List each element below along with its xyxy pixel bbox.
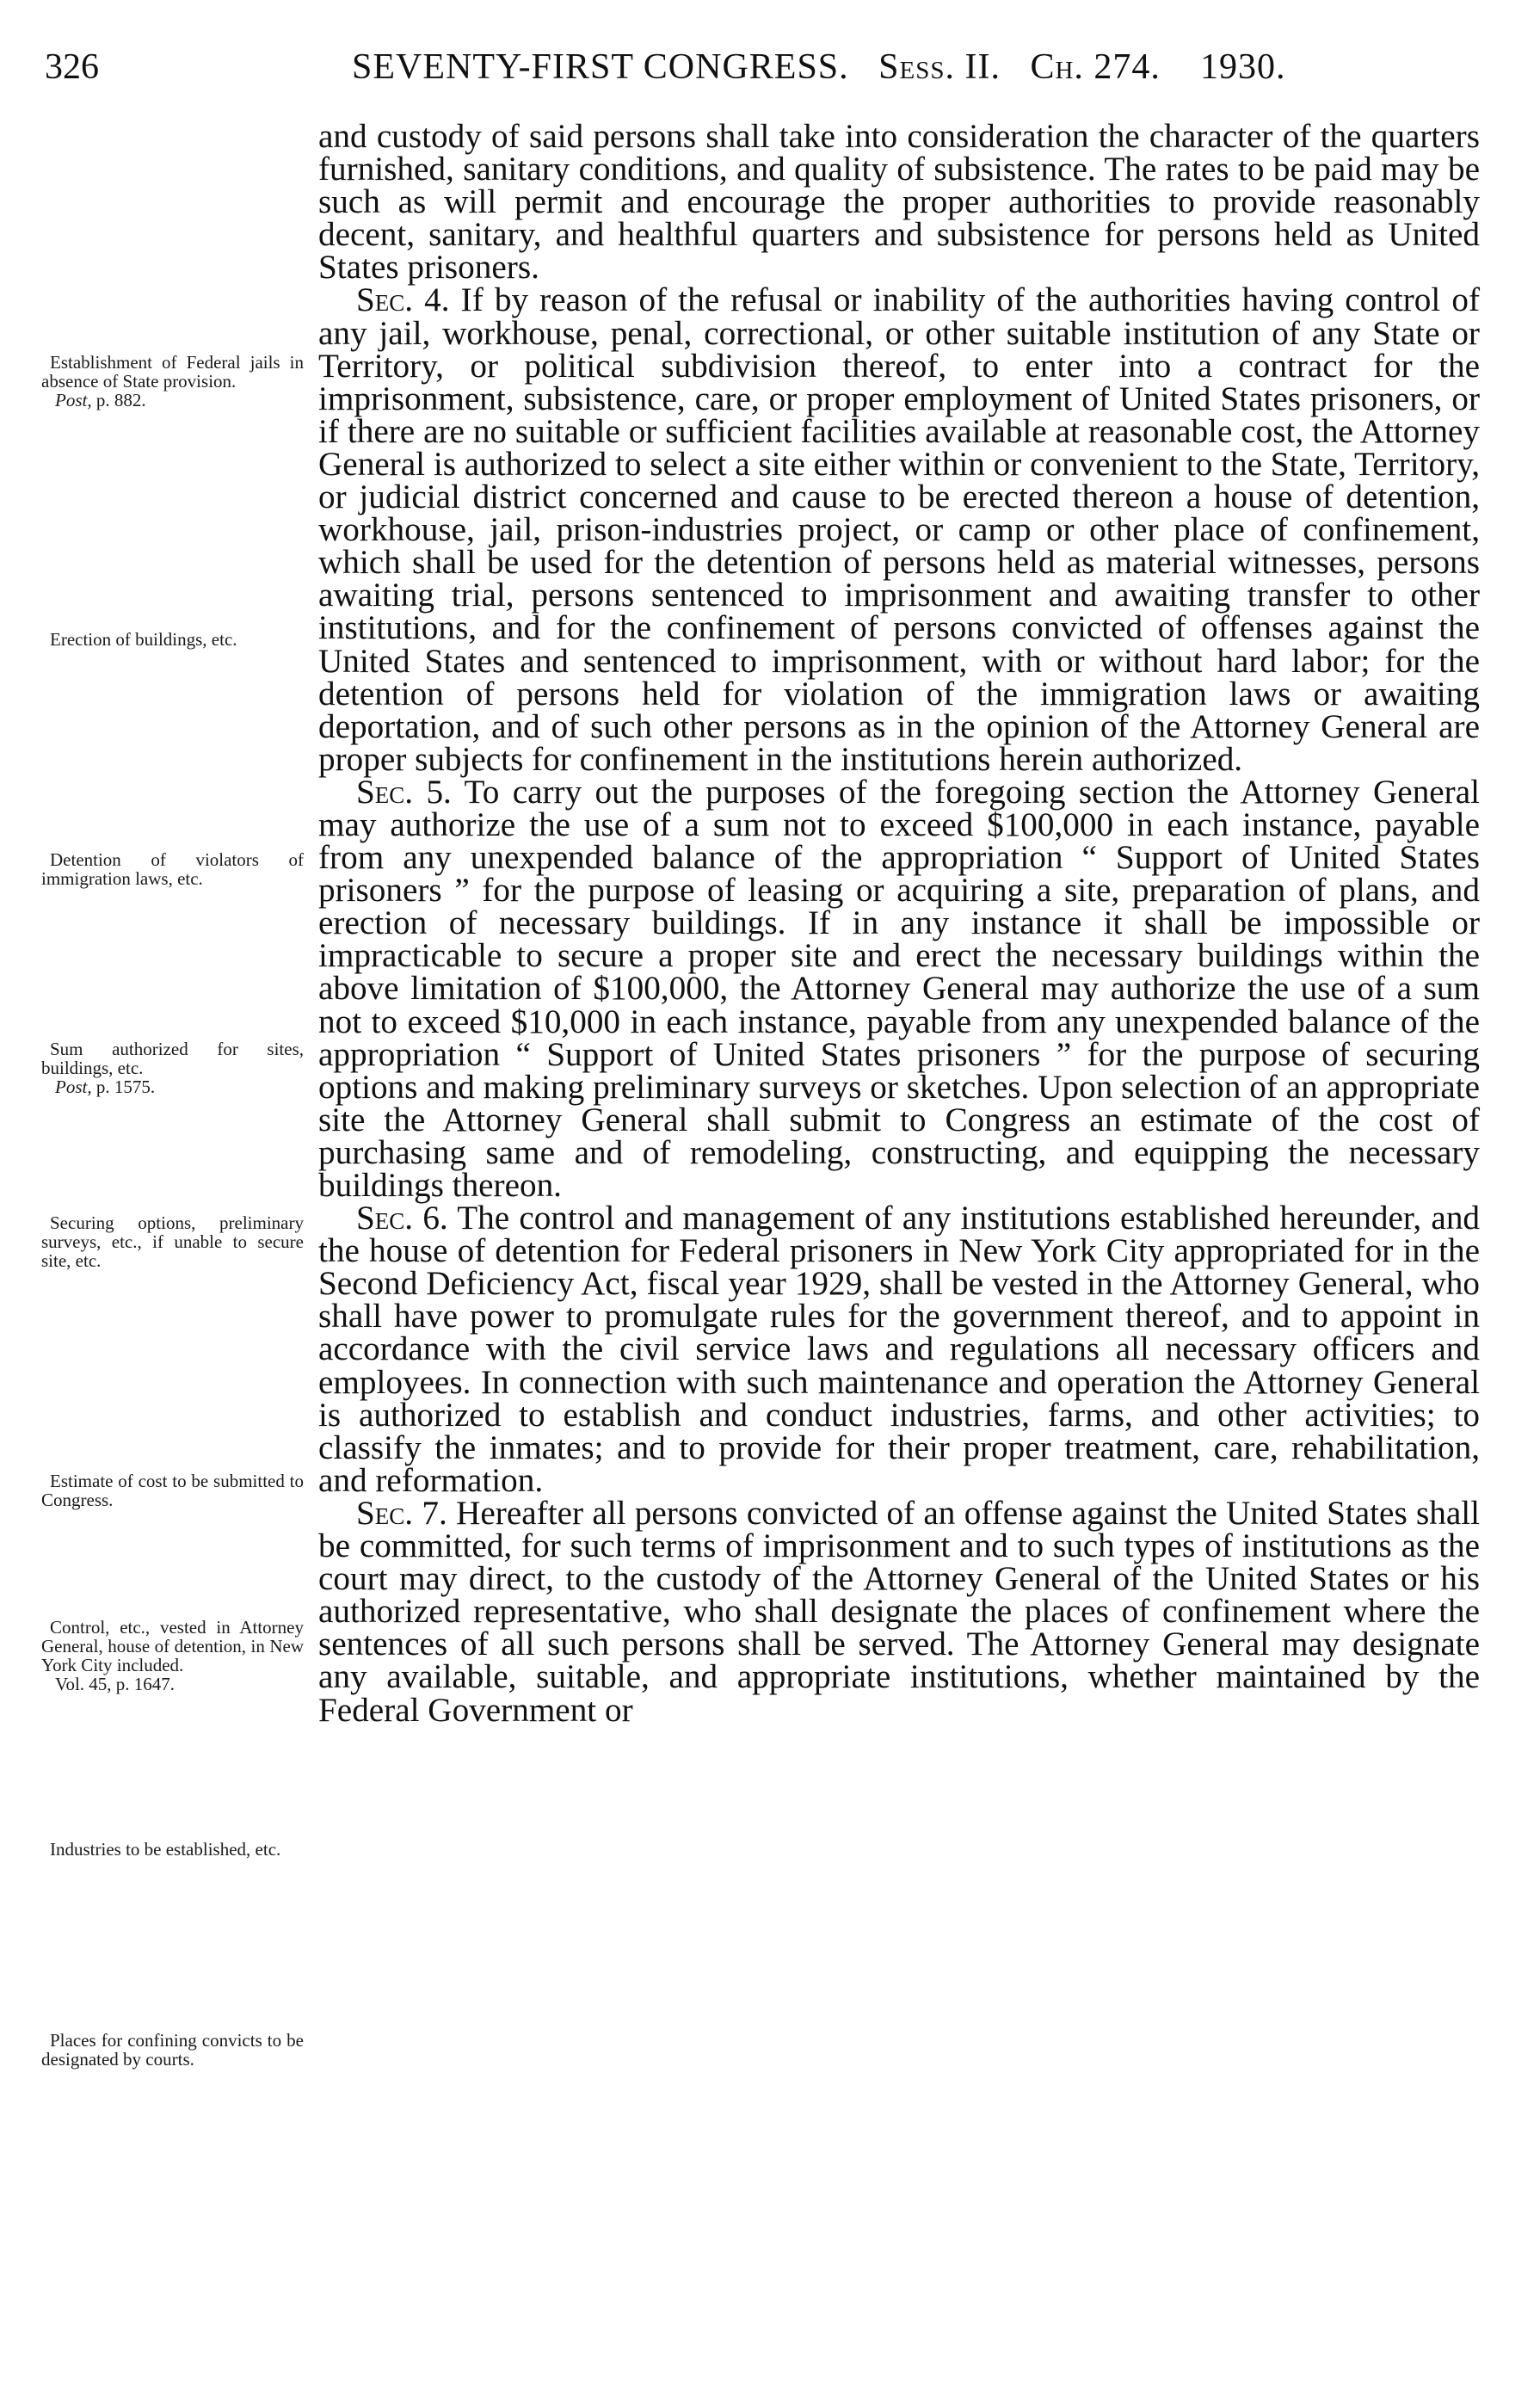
section-label: Sec. 6. [356,1200,448,1237]
margin-note-control [41,1618,304,1693]
body-text [318,120,1480,1727]
margin-note-text: Detention of violators of immigration laws, etc. [41,849,304,889]
page-number: 326 [45,47,99,87]
section-5 [318,773,1481,1204]
running-title [352,41,1285,93]
section-4 [318,281,1481,778]
margin-note-reference: Vol. 45, p. 1647. [55,1674,176,1694]
margin-note-text: Erection of buildings, etc. [50,629,237,650]
margin-note-reference: Post, p. 1575. [55,1077,156,1097]
congress-title: SEVENTY-FIRST CONGRESS. [352,47,849,87]
section-6 [318,1202,1480,1497]
section-text: To carry out the purposes of the foregoing section the Attorney General may authorize the use of a sum not to exceed $100,000 in each instance, payable from any unexpended balance of the appropriation “ Support of United States prisoners ” for the purpose of leasing or acquiring a site, preparation of plans, and erection of necessary buildings. If in any instance it shall be impossible or impracticable to secure a proper site and erect the necessary buildings within the above limitation of $100,000, the Attorney General may authorize the use of a sum not to exceed $10,000 in each instance, payable from any unexpended balance of the appropriation “ Support of United States prisoners ” for the purpose of securing options and making preliminary surveys or sketches. Upon selection of an appropriate site the Attorney General shall submit to Congress an estimate of the cost of purchasing same and of remodeling, constructing, and equipping the necessary buildings thereon. [318,773,1481,1204]
margin-note-securing-options [41,1213,304,1270]
page-header [45,41,1490,93]
margin-note-text: Industries to be established, etc. [50,1839,281,1860]
margin-note-places [41,2031,304,2069]
margin-note-industries [41,1840,304,1859]
margin-note-text: Establishment of Federal jails in absence of State provision. [41,352,304,392]
section-text: Hereafter all persons convicted of an offense against the United States shall be committed, for such terms of imprisonment and to such types of institutions as the court may direct, to the custody of the Attorney General of the United States or his authorized representative, who shall designate the places of confinement where the sentences of all such persons shall be served. The Attorney General may designate any available, suitable, and appropriate institutions, whether maintained by the Federal Government or [318,1494,1481,1729]
section-text: The control and management of any institutions established hereunder, and the house of detention for Federal prisoners in New York City appropriated for in the Second Deficiency Act, fiscal year 1929, shall be vested in the Attorney General, who shall have power to promulgate rules for the government thereof, and to appoint in accordance with the civil service laws and regulations all necessary officers and employees. In connection with such maintenance and operation the Attorney General is authorized to establish and conduct industries, farms, and other activities; to classify the inmates; and to provide for their proper treatment, care, rehabilitation, and reformation. [318,1200,1481,1499]
margin-note-erection [41,630,304,649]
chapter-label: Ch. 274. [1030,47,1161,87]
section-label: Sec. 7. [356,1494,447,1532]
section-7 [318,1494,1481,1729]
section-text: If by reason of the refusal or inability of the authorities having control of any jail, workhouse, penal, correctional, or other suitable institution of any State or Territory, or political subdivision thereof, to enter into a contract for the imprisonment, subsistence, care, or proper employment of United States prisoners, or if there are no suitable or sufficient facilities available at reasonable cost, the Attorney General is authorized to select a site either within or convenient to the State, Territory, or judicial district concerned and cause to be erected thereon a house of detention, workhouse, jail, prison-industries project, or camp or other place of confinement, which shall be used for the detention of persons held as material witnesses, persons awaiting trial, persons sentenced to imprisonment and awaiting transfer to other institutions, and for the confinement of persons convicted of offenses against the United States and sentenced to imprisonment, with or without hard labor; for the detention of persons held for violation of the immigration laws or awaiting deportation, and of such other persons as in the opinion of the Attorney General are proper subjects for confinement in the institutions herein authorized. [318,281,1481,778]
section-label: Sec. 5. [356,773,452,811]
margin-note-reference: Post, p. 882. [55,390,146,410]
section-label: Sec. 4. [356,281,450,319]
year-label: 1930. [1199,47,1286,87]
margin-note-establishment [41,353,304,410]
session-label: Sess. II. [878,47,1001,87]
margin-note-text: Control, etc., vested in Attorney General, house of detention, in New York City included. [41,1617,304,1675]
paragraph-continuation: and custody of said persons shall take into consideration the character of the quarters furnished, sanitary conditions, and quality of subsistence. The rates to be paid may be such as will permit and encourage the proper authorities to provide reasonably decent, sanitary, and healthful quarters and subsistence for persons held as United States prisoners. [318,118,1480,287]
margin-note-estimate [41,1471,304,1509]
margin-note-text: Estimate of cost to be submitted to Congress. [41,1471,304,1510]
margin-note-text: Sum authorized for sites, buildings, etc. [41,1039,304,1078]
margin-note-sum-authorized [41,1040,304,1096]
margin-note-text: Places for confining convicts to be designated by courts. [41,2030,304,2070]
margin-note-text: Securing options, preliminary surveys, etc., if unable to secure site, etc. [41,1212,304,1271]
margin-note-detention [41,850,304,888]
